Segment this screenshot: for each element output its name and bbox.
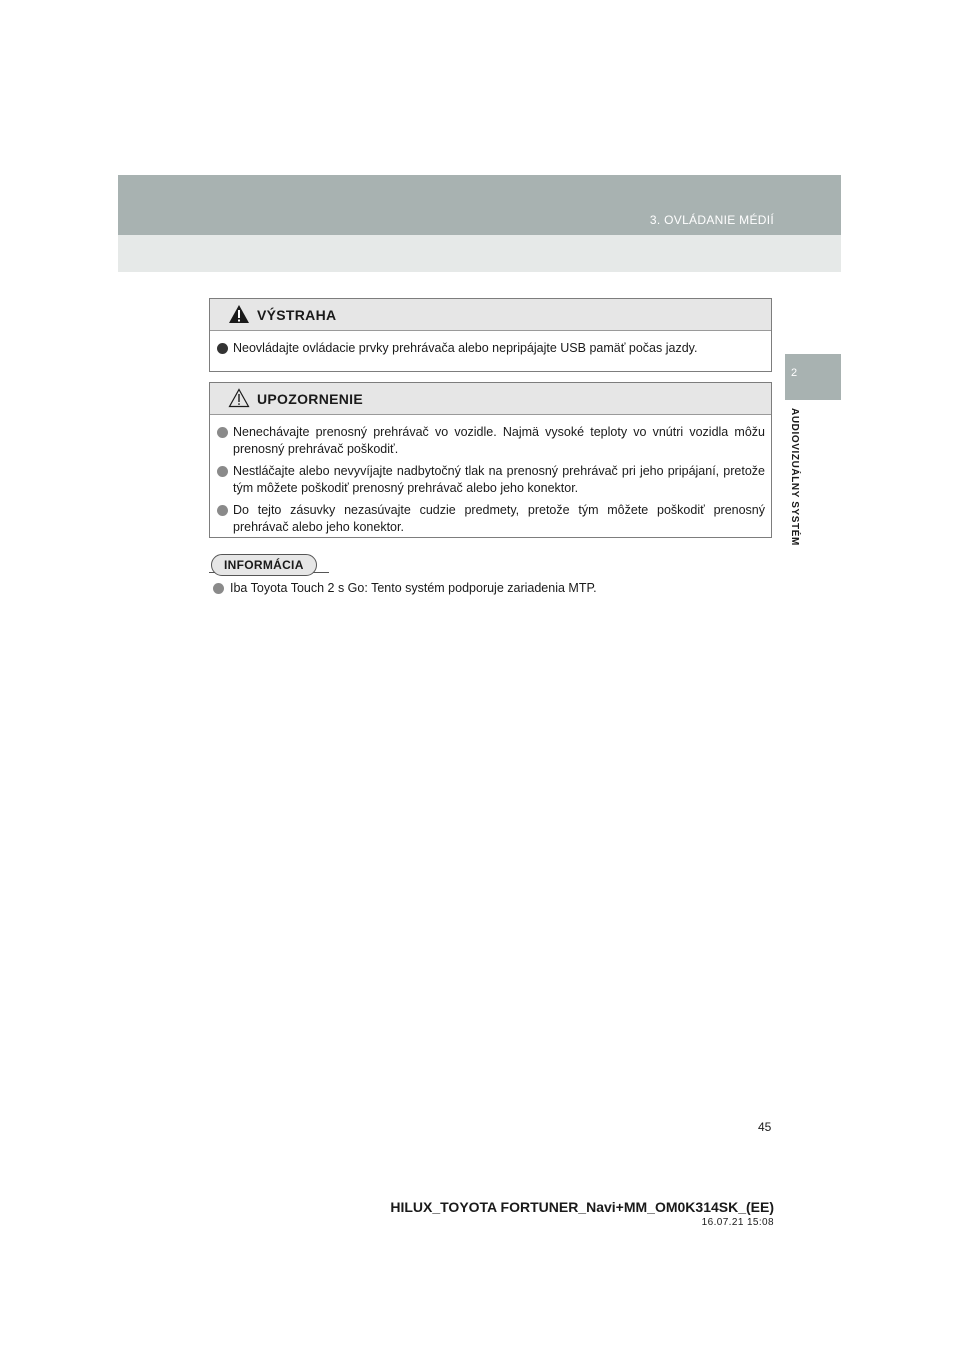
document-id: HILUX_TOYOTA FORTUNER_Navi+MM_OM0K314SK_(EE) xyxy=(390,1199,774,1215)
bullet-icon xyxy=(217,427,228,438)
warning-item-text: Neovládajte ovládacie prvky prehrávača alebo nepripájajte USB pamäť počas jazdy. xyxy=(233,341,698,355)
caution-outline-icon xyxy=(228,388,250,408)
bullet-icon xyxy=(217,343,228,354)
warning-box xyxy=(209,298,772,372)
info-item xyxy=(213,580,790,597)
warning-header xyxy=(210,299,771,331)
caution-item xyxy=(216,463,765,497)
warning-filled-icon xyxy=(228,304,250,324)
caution-title: UPOZORNENIE xyxy=(257,391,363,407)
info-item-text: Iba Toyota Touch 2 s Go: Tento systém podporuje zariadenia MTP. xyxy=(230,581,597,595)
bullet-icon xyxy=(217,505,228,516)
caution-item xyxy=(216,502,765,536)
caution-header xyxy=(210,383,771,415)
section-title: 3. OVLÁDANIE MÉDIÍ xyxy=(649,213,774,227)
caution-item xyxy=(216,424,765,458)
warning-item xyxy=(216,340,765,357)
caution-item-text: Do tejto zásuvky nezasúvajte cudzie predmety, pretože tým môžete poškodiť prenosný prehrávač alebo jeho konektor. xyxy=(233,503,765,534)
info-label: INFORMÁCIA xyxy=(211,554,317,576)
bullet-icon xyxy=(217,466,228,477)
caution-item-text: Nestláčajte alebo nevyvíjajte nadbytočný tlak na prenosný prehrávač pri jeho pripájaní, pretože tým môžete poškodiť prenosný prehrávač alebo jeho konektor. xyxy=(233,464,765,495)
caution-item-text: Nenechávajte prenosný prehrávač vo vozidle. Najmä vysoké teploty vo vnútri vozidla môžu prenosný prehrávač poškodiť. xyxy=(233,425,765,456)
chapter-number: 2 xyxy=(791,367,798,379)
header-subband xyxy=(118,235,841,272)
bullet-icon xyxy=(213,583,224,594)
warning-title: VÝSTRAHA xyxy=(257,307,337,323)
chapter-label: AUDIOVIZUÁLNY SYSTÉM xyxy=(789,408,800,546)
caution-box xyxy=(209,382,772,538)
document-date: 16.07.21 15:08 xyxy=(701,1217,774,1228)
page-number: 45 xyxy=(758,1120,772,1134)
